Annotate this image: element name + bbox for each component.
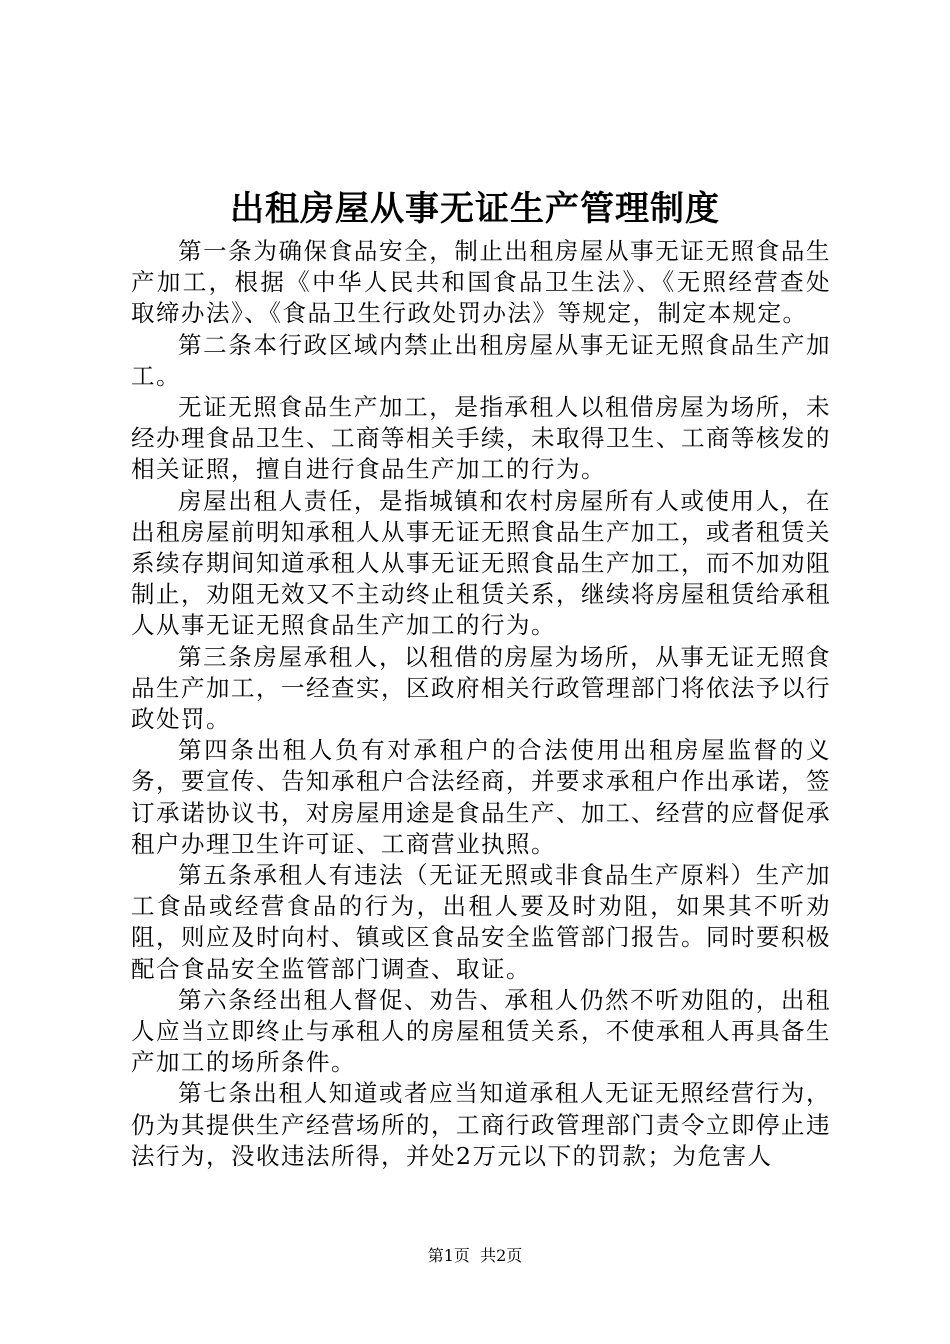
paragraph-article-6: 第六条经出租人督促、劝告、承租人仍然不听劝阻的，出租人应当立即终止与承租人的房屋租赁关系，不使承租人再具备生产加工的场所条件。 (131, 985, 831, 1077)
page-number: 第1页 (427, 1246, 470, 1265)
paragraph-article-2: 第二条本行政区域内禁止出租房屋从事无证无照食品生产加工。 (131, 330, 831, 390)
paragraph-article-4: 第四条出租人负有对承租户的合法使用出租房屋监督的义务，要宣传、告知承租户合法经商，并要求承租户作出承诺，签订承诺协议书，对房屋用途是食品生产、加工、经营的应督促承租户办理卫生许可证、工商营业执照。 (131, 736, 831, 858)
paragraph-article-3: 第三条房屋承租人，以租借的房屋为场所，从事无证无照食品生产加工，一经查实，区政府相关行政管理部门将依法予以行政处罚。 (131, 642, 831, 734)
footer-separator (470, 1246, 480, 1265)
paragraph-article-1: 第一条为确保食品安全，制止出租房屋从事无证无照食品生产加工，根据《中华人民共和国食品卫生法》、《无照经营查处取缔办法》、《食品卫生行政处罚办法》等规定，制定本规定。 (131, 237, 831, 328)
document-title: 出租房屋从事无证生产管理制度 (230, 189, 720, 229)
paragraph-definition-landlord-duty: 房屋出租人责任，是指城镇和农村房屋所有人或使用人，在出租房屋前明知承租人从事无证无照食品生产加工，或者租赁关系续存期间知道承租人从事无证无照食品生产加工，而不加劝阻制止，劝阻无效又不主动终止租赁关系，继续将房屋租赁给承租人从事无证无照食品生产加工的行为。 (131, 486, 831, 640)
page-total: 共2页 (480, 1246, 523, 1265)
paragraph-article-5: 第五条承租人有违法（无证无照或非食品生产原料）生产加工食品或经营食品的行为，出租人要及时劝阻，如果其不听劝阻，则应及时向村、镇或区食品安全监管部门报告。同时要积极配合食品安全监管部门调查、取证。 (131, 861, 831, 983)
paragraph-definition-unlicensed: 无证无照食品生产加工，是指承租人以租借房屋为场所，未经办理食品卫生、工商等相关手续，未取得卫生、工商等核发的相关证照，擅自进行食品生产加工的行为。 (131, 393, 831, 484)
page-footer (0, 1246, 950, 1266)
document-body (131, 236, 831, 1172)
paragraph-article-7: 第七条出租人知道或者应当知道承租人无证无照经营行为，仍为其提供生产经营场所的，工商行政管理部门责令立即停止违法行为，没收违法所得，并处2万元以下的罚款；为危害人 (131, 1079, 831, 1170)
